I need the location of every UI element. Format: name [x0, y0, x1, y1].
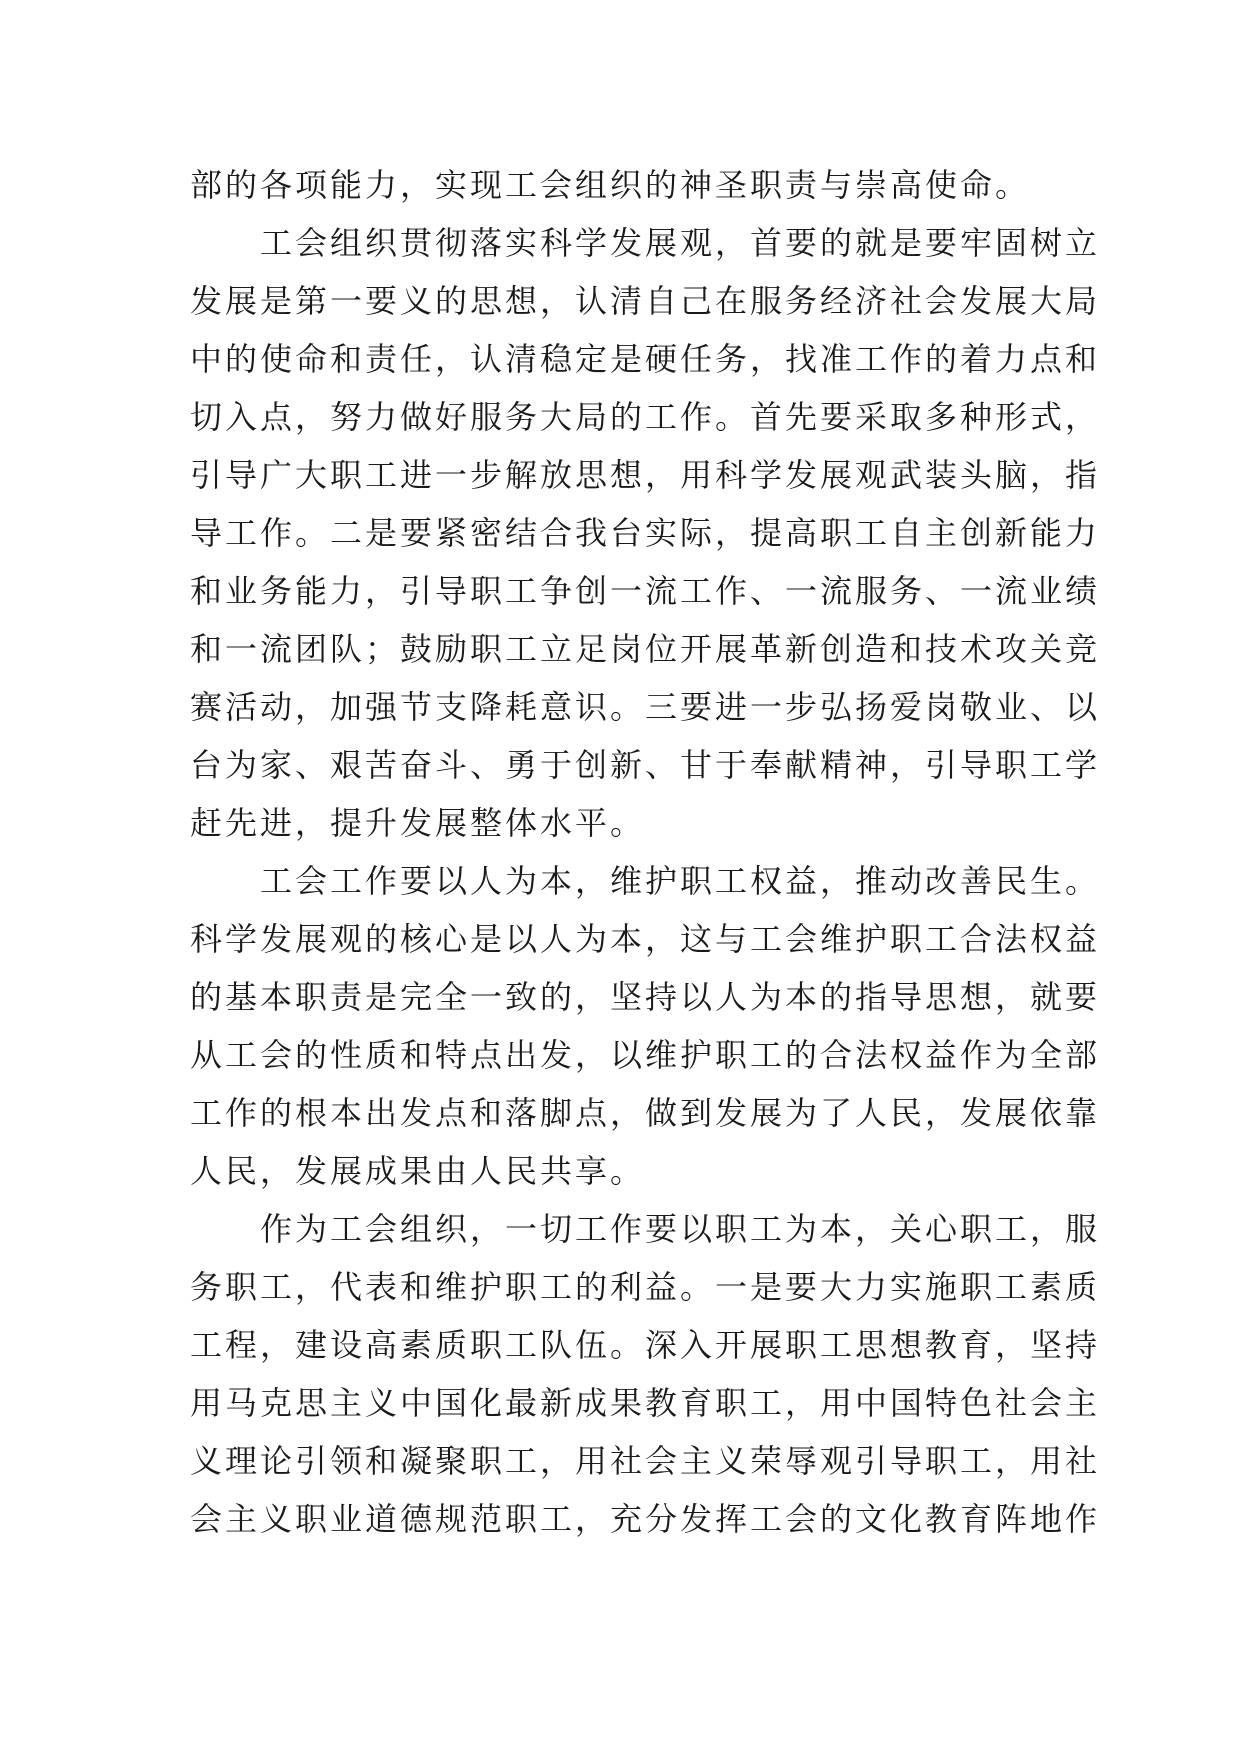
paragraph-2-line-11: 赶先进，提升发展整体水平。 [190, 804, 646, 842]
document-body [190, 156, 1101, 1548]
paragraph-4-line-2: 务职工，代表和维护职工的利益。一是要大力实施职工素质 [190, 1268, 1101, 1306]
paragraph-3-line-2: 科学发展观的核心是以人为本，这与工会维护职工合法权益 [190, 920, 1101, 958]
paragraph-2-line-10: 台为家、艰苦奋斗、勇于创新、甘于奉献精神，引导职工学 [190, 746, 1101, 784]
paragraph-2-line-2: 发展是第一要义的思想，认清自己在服务经济社会发展大局 [190, 282, 1101, 320]
paragraph-4-line-4: 用马克思主义中国化最新成果教育职工，用中国特色社会主 [190, 1384, 1101, 1422]
paragraph-2-line-5: 引导广大职工进一步解放思想，用科学发展观武装头脑，指 [190, 456, 1101, 494]
paragraph-2-line-6: 导工作。二是要紧密结合我台实际，提高职工自主创新能力 [190, 514, 1101, 552]
paragraph-3-line-3: 的基本职责是完全一致的，坚持以人为本的指导思想，就要 [190, 978, 1101, 1016]
paragraph-4-line-1: 作为工会组织，一切工作要以职工为本，关心职工，服 [260, 1210, 1101, 1248]
paragraph-3-line-1: 工会工作要以人为本，维护职工权益，推动改善民生。 [260, 862, 1101, 900]
paragraph-2-line-1: 工会组织贯彻落实科学发展观，首要的就是要牢固树立 [260, 224, 1101, 262]
paragraph-2-line-4: 切入点，努力做好服务大局的工作。首先要采取多种形式， [190, 398, 1101, 436]
paragraph-4-line-5: 义理论引领和凝聚职工，用社会主义荣辱观引导职工，用社 [190, 1442, 1101, 1480]
paragraph-3-line-6: 人民，发展成果由人民共享。 [190, 1152, 646, 1190]
paragraph-2-line-9: 赛活动，加强节支降耗意识。三要进一步弘扬爱岗敬业、以 [190, 688, 1101, 726]
paragraph-4-line-6: 会主义职业道德规范职工，充分发挥工会的文化教育阵地作 [190, 1500, 1101, 1538]
paragraph-2-line-7: 和业务能力，引导职工争创一流工作、一流服务、一流业绩 [190, 572, 1101, 610]
paragraph-3-line-5: 工作的根本出发点和落脚点，做到发展为了人民，发展依靠 [190, 1094, 1101, 1132]
paragraph-4-line-3: 工程，建设高素质职工队伍。深入开展职工思想教育，坚持 [190, 1326, 1101, 1364]
paragraph-3-line-4: 从工会的性质和特点出发，以维护职工的合法权益作为全部 [190, 1036, 1101, 1074]
paragraph-2-line-3: 中的使命和责任，认清稳定是硬任务，找准工作的着力点和 [190, 340, 1101, 378]
paragraph-1-line-1: 部的各项能力，实现工会组织的神圣职责与崇高使命。 [190, 166, 1031, 204]
paragraph-2-line-8: 和一流团队；鼓励职工立足岗位开展革新创造和技术攻关竞 [190, 630, 1101, 668]
